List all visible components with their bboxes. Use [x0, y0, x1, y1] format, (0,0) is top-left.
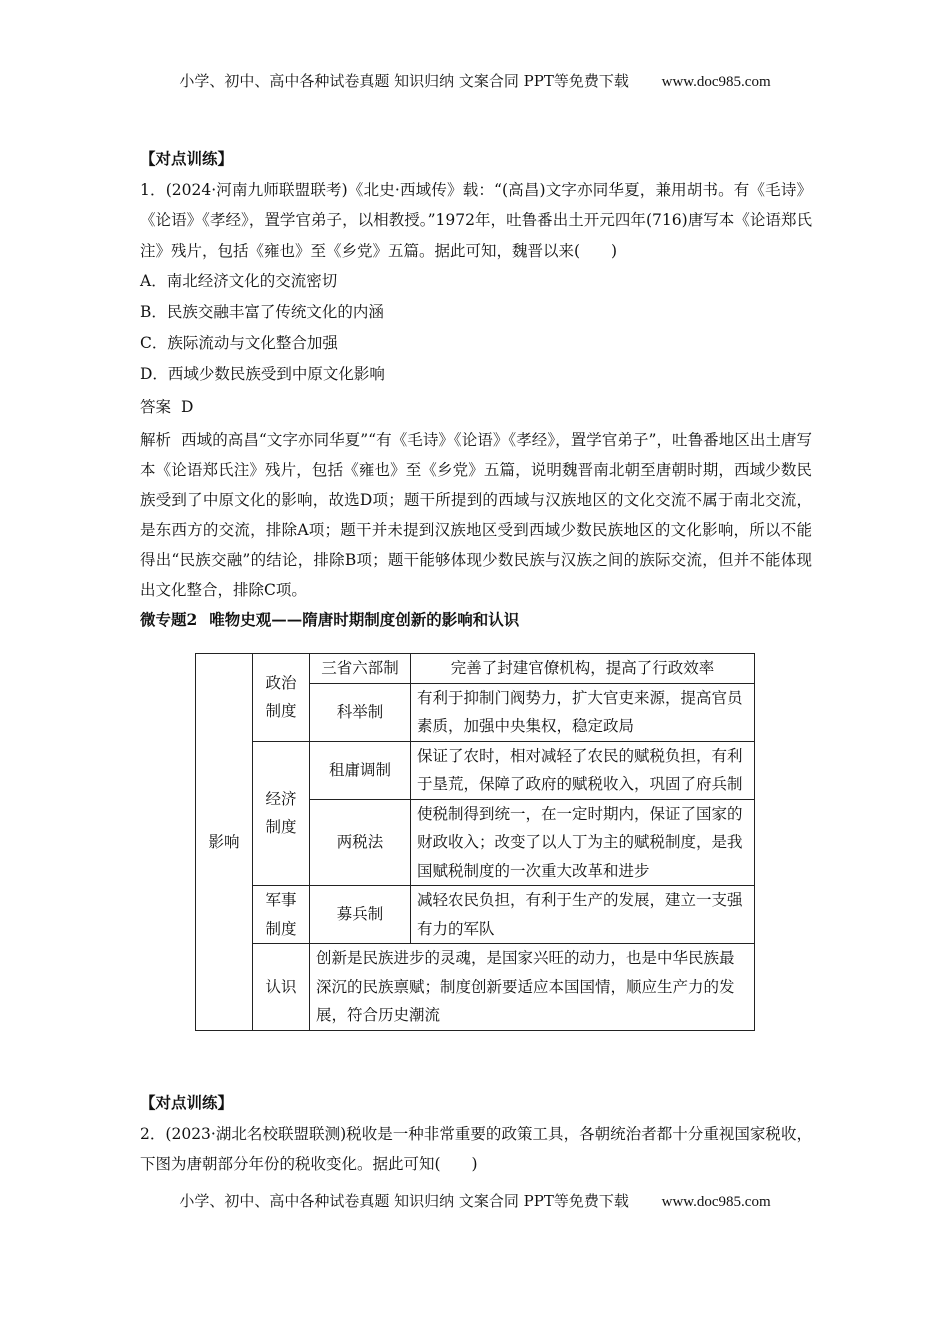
topic-label: 微专题2 [140, 610, 198, 629]
liangshui-desc: 使税制得到统一，在一定时期内，保证了国家的财政收入；改变了以人丁为主的赋税制度，是我国赋税制度的一次重大改革和进步 [411, 799, 755, 886]
analysis-label: 解析 [140, 431, 172, 449]
practice-heading: 【对点训练】 [140, 1093, 234, 1112]
keju-name: 科举制 [310, 683, 411, 741]
institution-table [195, 653, 755, 1031]
military-cell: 军事制度 [253, 886, 310, 944]
influence-cell: 影响 [196, 654, 253, 1031]
practice-1-section [140, 144, 812, 635]
recognition-cell: 认识 [253, 944, 310, 1031]
table-row [196, 944, 755, 1031]
answer-value: D [181, 398, 194, 416]
analysis-text: 西域的高昌“文字亦同华夏”“有《毛诗》《论语》《孝经》，置学官弟子”，吐鲁番地区出土唐写本《论语郑氏注》残片，包括《雍也》至《乡党》五篇，说明魏晋南北朝至唐朝时期，西域少数民族受到了中原文化的影响，故选D项；题干所提到的西域与汉族地区的文化交流不属于南北交流，是东西方的交流，排除A项；题干并未提到汉族地区受到西域少数民族地区的文化影响，所以不能得出“民族交融”的结论，排除B项；题干能够体现少数民族与汉族之间的族际交流，但并不能体现出文化整合，排除C项。 [140, 431, 812, 599]
option-d: D．西域少数民族受到中原文化影响 [140, 365, 385, 383]
table-row [196, 741, 755, 799]
footer-site-link[interactable]: www.doc985.com [661, 1194, 771, 1210]
option-b: B．民族交融丰富了传统文化的内涵 [140, 303, 384, 321]
sansheng-desc: 完善了封建官僚机构，提高了行政效率 [411, 654, 755, 684]
recognition-text: 创新是民族进步的灵魂，是国家兴旺的动力，也是中华民族最深沉的民族禀赋；制度创新要适应本国国情，顺应生产力的发展，符合历史潮流 [310, 944, 755, 1031]
question-1-text: 1．(2024·河南九师联盟联考)《北史·西域传》载：“(高昌)文字亦同华夏，兼用胡书。有《毛诗》《论语》《孝经》，置学官弟子，以相教授。”1972年，吐鲁番出土开元四年(716)唐写本《论语郑氏注》残片，包括《雍也》至《乡党》五篇。据此可知，魏晋以来( ) [140, 180, 812, 260]
zuyongdiao-desc: 保证了农时，相对减轻了农民的赋税负担，有利于垦荒，保障了政府的赋税收入，巩固了府兵制 [411, 741, 755, 799]
practice-2-section [140, 1088, 812, 1180]
liangshui-name: 两税法 [310, 799, 411, 886]
answer-line [140, 392, 812, 423]
mubing-name: 募兵制 [310, 886, 411, 944]
table-row [196, 654, 755, 684]
zuyongdiao-name: 租庸调制 [310, 741, 411, 799]
practice-heading: 【对点训练】 [140, 149, 234, 168]
question-2-text: 2．(2023·湖北名校联盟联测)税收是一种非常重要的政策工具，各朝统治者都十分重视国家税收，下图为唐朝部分年份的税收变化。据此可知( ) [140, 1124, 812, 1173]
keju-desc: 有利于抑制门阀势力，扩大官吏来源，提高官员素质，加强中央集权，稳定政局 [411, 683, 755, 741]
footer-text: 小学、初中、高中各种试卷真题 知识归纳 文案合同 PPT等免费下载 [179, 1192, 629, 1210]
page-header [0, 70, 950, 91]
mubing-desc: 减轻农民负担，有利于生产的发展，建立一支强有力的军队 [411, 886, 755, 944]
option-c: C．族际流动与文化整合加强 [140, 334, 338, 352]
topic-heading [140, 605, 812, 635]
analysis-paragraph [140, 425, 812, 605]
header-site-link[interactable]: www.doc985.com [661, 74, 771, 90]
option-a: A．南北经济文化的交流密切 [140, 272, 338, 290]
page-footer [0, 1190, 950, 1211]
political-cell: 政治制度 [253, 654, 310, 742]
table-row [196, 886, 755, 944]
answer-label: 答案 [140, 398, 172, 416]
economic-cell: 经济制度 [253, 741, 310, 886]
topic-title: 唯物史观——隋唐时期制度创新的影响和认识 [209, 610, 520, 629]
sansheng-name: 三省六部制 [310, 654, 411, 684]
header-text: 小学、初中、高中各种试卷真题 知识归纳 文案合同 PPT等免费下载 [179, 72, 629, 90]
